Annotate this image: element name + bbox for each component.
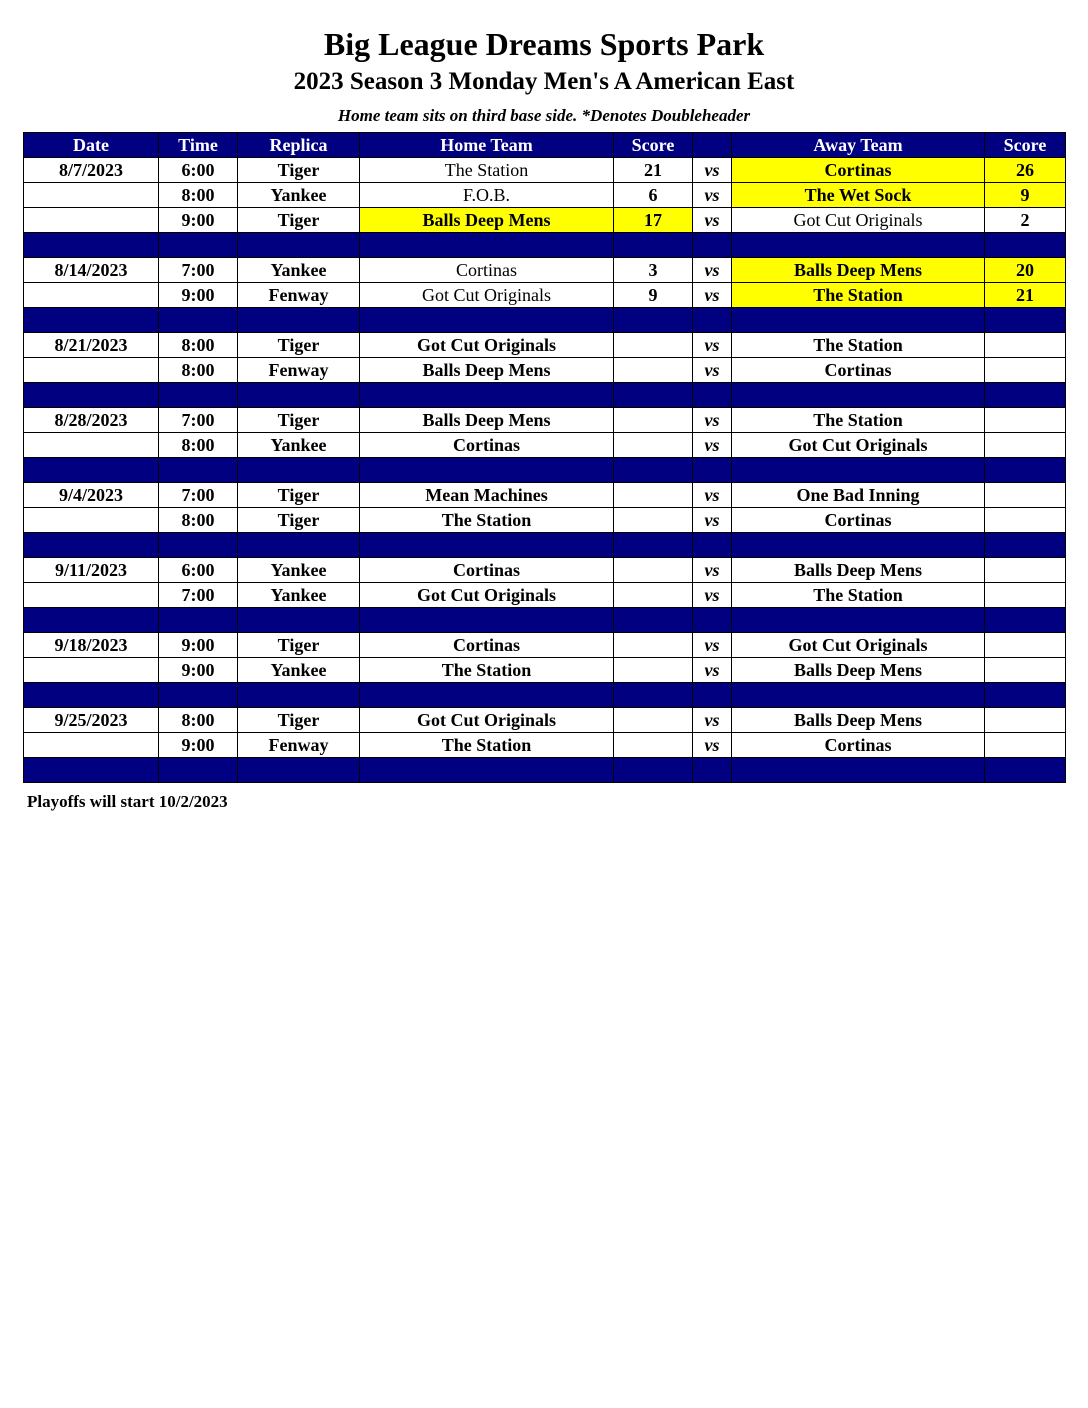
week-separator-row [24, 608, 1066, 633]
home-score [614, 633, 693, 658]
separator-cell [238, 683, 360, 708]
separator-cell [985, 533, 1066, 558]
separator-cell [732, 233, 985, 258]
field-replica: Fenway [238, 358, 360, 383]
separator-cell [24, 308, 159, 333]
separator-cell [693, 683, 732, 708]
game-time: 8:00 [159, 708, 238, 733]
table-row [24, 433, 1066, 458]
table-row [24, 183, 1066, 208]
field-replica: Yankee [238, 183, 360, 208]
home-score [614, 708, 693, 733]
home-score [614, 558, 693, 583]
separator-cell [159, 683, 238, 708]
game-time: 6:00 [159, 158, 238, 183]
game-date: 8/14/2023 [24, 258, 159, 283]
separator-cell [614, 233, 693, 258]
separator-cell [24, 608, 159, 633]
vs-label: vs [693, 433, 732, 458]
column-header-time: Time [159, 133, 238, 158]
vs-label: vs [693, 283, 732, 308]
home-score: 21 [614, 158, 693, 183]
field-replica: Tiger [238, 158, 360, 183]
home-score: 17 [614, 208, 693, 233]
away-score [985, 333, 1066, 358]
separator-cell [985, 308, 1066, 333]
separator-cell [24, 233, 159, 258]
away-score [985, 483, 1066, 508]
game-time: 8:00 [159, 508, 238, 533]
table-row [24, 583, 1066, 608]
separator-cell [159, 608, 238, 633]
field-replica: Fenway [238, 733, 360, 758]
playoffs-note: Playoffs will start 10/2/2023 [27, 792, 228, 811]
home-team: Got Cut Originals [360, 583, 614, 608]
separator-cell [693, 758, 732, 783]
separator-cell [985, 758, 1066, 783]
separator-cell [732, 608, 985, 633]
field-replica: Tiger [238, 708, 360, 733]
home-team: Cortinas [360, 558, 614, 583]
separator-cell [360, 308, 614, 333]
vs-label: vs [693, 558, 732, 583]
game-time: 7:00 [159, 483, 238, 508]
vs-label: vs [693, 158, 732, 183]
separator-cell [693, 233, 732, 258]
separator-cell [614, 533, 693, 558]
field-replica: Yankee [238, 258, 360, 283]
home-score: 6 [614, 183, 693, 208]
column-header-replica: Replica [238, 133, 360, 158]
game-date [24, 208, 159, 233]
separator-cell [614, 683, 693, 708]
home-team: Cortinas [360, 258, 614, 283]
game-time: 7:00 [159, 408, 238, 433]
game-date: 9/18/2023 [24, 633, 159, 658]
away-score: 9 [985, 183, 1066, 208]
field-replica: Yankee [238, 658, 360, 683]
home-score [614, 358, 693, 383]
home-score [614, 583, 693, 608]
separator-cell [693, 608, 732, 633]
home-score [614, 483, 693, 508]
schedule-body [24, 158, 1066, 783]
home-team: The Station [360, 733, 614, 758]
away-team: The Wet Sock [732, 183, 985, 208]
field-replica: Yankee [238, 558, 360, 583]
game-date: 9/4/2023 [24, 483, 159, 508]
away-team: Got Cut Originals [732, 433, 985, 458]
table-row [24, 508, 1066, 533]
home-team: Got Cut Originals [360, 283, 614, 308]
vs-label: vs [693, 358, 732, 383]
vs-label: vs [693, 208, 732, 233]
vs-label: vs [693, 333, 732, 358]
page-subtitle: 2023 Season 3 Monday Men's A American East [293, 68, 795, 95]
separator-cell [238, 533, 360, 558]
away-team: Cortinas [732, 733, 985, 758]
away-score [985, 508, 1066, 533]
separator-cell [360, 383, 614, 408]
page-title: Big League Dreams Sports Park [323, 26, 765, 62]
home-team: Balls Deep Mens [360, 408, 614, 433]
separator-cell [24, 533, 159, 558]
game-time: 9:00 [159, 658, 238, 683]
home-team: Mean Machines [360, 483, 614, 508]
away-score [985, 633, 1066, 658]
week-separator-row [24, 458, 1066, 483]
week-separator-row [24, 683, 1066, 708]
column-header-vs [693, 133, 732, 158]
separator-cell [693, 383, 732, 408]
separator-cell [360, 233, 614, 258]
table-row [24, 733, 1066, 758]
separator-cell [614, 458, 693, 483]
separator-cell [238, 383, 360, 408]
away-score: 26 [985, 158, 1066, 183]
separator-cell [238, 458, 360, 483]
home-team: The Station [360, 158, 614, 183]
separator-cell [693, 308, 732, 333]
game-date [24, 283, 159, 308]
table-row [24, 333, 1066, 358]
away-score: 2 [985, 208, 1066, 233]
away-team: The Station [732, 333, 985, 358]
field-replica: Tiger [238, 333, 360, 358]
home-score [614, 408, 693, 433]
home-score [614, 508, 693, 533]
separator-cell [24, 383, 159, 408]
home-team: Got Cut Originals [360, 708, 614, 733]
home-score: 3 [614, 258, 693, 283]
table-row [24, 633, 1066, 658]
separator-cell [985, 458, 1066, 483]
game-time: 9:00 [159, 208, 238, 233]
home-score: 9 [614, 283, 693, 308]
separator-cell [159, 308, 238, 333]
away-team: Got Cut Originals [732, 633, 985, 658]
away-team: One Bad Inning [732, 483, 985, 508]
table-row [24, 258, 1066, 283]
home-team: Balls Deep Mens [360, 358, 614, 383]
vs-label: vs [693, 633, 732, 658]
field-replica: Fenway [238, 283, 360, 308]
table-row [24, 158, 1066, 183]
column-header-home-score: Score [614, 133, 693, 158]
away-score [985, 658, 1066, 683]
table-header-row [24, 133, 1066, 158]
separator-cell [24, 758, 159, 783]
away-team: Balls Deep Mens [732, 658, 985, 683]
away-score [985, 708, 1066, 733]
game-date: 8/28/2023 [24, 408, 159, 433]
home-team: The Station [360, 658, 614, 683]
away-team: Cortinas [732, 508, 985, 533]
home-team: Cortinas [360, 433, 614, 458]
game-date [24, 433, 159, 458]
separator-cell [360, 533, 614, 558]
separator-cell [238, 233, 360, 258]
table-row [24, 208, 1066, 233]
separator-cell [985, 383, 1066, 408]
seating-note: Home team sits on third base side. *Denotes Doubleheader [337, 106, 751, 125]
table-row [24, 483, 1066, 508]
separator-cell [693, 458, 732, 483]
game-date: 9/11/2023 [24, 558, 159, 583]
field-replica: Tiger [238, 408, 360, 433]
away-score [985, 433, 1066, 458]
separator-cell [360, 608, 614, 633]
home-score [614, 433, 693, 458]
separator-cell [693, 533, 732, 558]
separator-cell [360, 683, 614, 708]
separator-cell [24, 683, 159, 708]
week-separator-row [24, 308, 1066, 333]
away-team: Cortinas [732, 358, 985, 383]
separator-cell [159, 233, 238, 258]
separator-cell [614, 608, 693, 633]
game-date [24, 183, 159, 208]
game-date [24, 658, 159, 683]
separator-cell [732, 458, 985, 483]
separator-cell [985, 608, 1066, 633]
away-score [985, 583, 1066, 608]
game-time: 9:00 [159, 733, 238, 758]
separator-cell [159, 458, 238, 483]
game-time: 9:00 [159, 633, 238, 658]
game-time: 8:00 [159, 183, 238, 208]
away-score [985, 733, 1066, 758]
vs-label: vs [693, 483, 732, 508]
vs-label: vs [693, 733, 732, 758]
away-score [985, 558, 1066, 583]
separator-cell [614, 758, 693, 783]
away-team: The Station [732, 283, 985, 308]
column-header-away-team: Away Team [732, 133, 985, 158]
away-score: 20 [985, 258, 1066, 283]
home-score [614, 733, 693, 758]
game-date: 8/21/2023 [24, 333, 159, 358]
field-replica: Tiger [238, 508, 360, 533]
vs-label: vs [693, 183, 732, 208]
game-time: 8:00 [159, 333, 238, 358]
field-replica: Yankee [238, 433, 360, 458]
table-row [24, 658, 1066, 683]
separator-cell [985, 233, 1066, 258]
column-header-home-team: Home Team [360, 133, 614, 158]
vs-label: vs [693, 583, 732, 608]
vs-label: vs [693, 408, 732, 433]
week-separator-row [24, 758, 1066, 783]
away-team: Balls Deep Mens [732, 558, 985, 583]
separator-cell [159, 533, 238, 558]
separator-cell [732, 533, 985, 558]
vs-label: vs [693, 658, 732, 683]
table-row [24, 283, 1066, 308]
home-score [614, 658, 693, 683]
week-separator-row [24, 233, 1066, 258]
away-team: Balls Deep Mens [732, 708, 985, 733]
table-row [24, 358, 1066, 383]
separator-cell [159, 383, 238, 408]
vs-label: vs [693, 258, 732, 283]
home-team: F.O.B. [360, 183, 614, 208]
away-team: The Station [732, 583, 985, 608]
separator-cell [360, 758, 614, 783]
vs-label: vs [693, 708, 732, 733]
home-team: Cortinas [360, 633, 614, 658]
week-separator-row [24, 383, 1066, 408]
separator-cell [238, 758, 360, 783]
away-score [985, 408, 1066, 433]
game-date [24, 583, 159, 608]
column-header-away-score: Score [985, 133, 1066, 158]
schedule-table [23, 132, 1066, 783]
game-date [24, 508, 159, 533]
game-date [24, 358, 159, 383]
game-date: 9/25/2023 [24, 708, 159, 733]
away-score [985, 358, 1066, 383]
separator-cell [614, 383, 693, 408]
game-time: 7:00 [159, 583, 238, 608]
home-team: Balls Deep Mens [360, 208, 614, 233]
separator-cell [238, 308, 360, 333]
game-date [24, 733, 159, 758]
field-replica: Tiger [238, 483, 360, 508]
game-date: 8/7/2023 [24, 158, 159, 183]
separator-cell [985, 683, 1066, 708]
game-time: 8:00 [159, 433, 238, 458]
away-team: The Station [732, 408, 985, 433]
home-score [614, 333, 693, 358]
home-team: The Station [360, 508, 614, 533]
separator-cell [732, 308, 985, 333]
table-row [24, 558, 1066, 583]
separator-cell [732, 383, 985, 408]
table-row [24, 408, 1066, 433]
field-replica: Yankee [238, 583, 360, 608]
away-team: Balls Deep Mens [732, 258, 985, 283]
home-team: Got Cut Originals [360, 333, 614, 358]
game-time: 8:00 [159, 358, 238, 383]
separator-cell [159, 758, 238, 783]
separator-cell [732, 758, 985, 783]
separator-cell [732, 683, 985, 708]
game-time: 6:00 [159, 558, 238, 583]
field-replica: Tiger [238, 633, 360, 658]
vs-label: vs [693, 508, 732, 533]
separator-cell [238, 608, 360, 633]
away-team: Got Cut Originals [732, 208, 985, 233]
away-score: 21 [985, 283, 1066, 308]
column-header-date: Date [24, 133, 159, 158]
separator-cell [614, 308, 693, 333]
week-separator-row [24, 533, 1066, 558]
separator-cell [24, 458, 159, 483]
game-time: 9:00 [159, 283, 238, 308]
away-team: Cortinas [732, 158, 985, 183]
table-row [24, 708, 1066, 733]
separator-cell [360, 458, 614, 483]
game-time: 7:00 [159, 258, 238, 283]
field-replica: Tiger [238, 208, 360, 233]
